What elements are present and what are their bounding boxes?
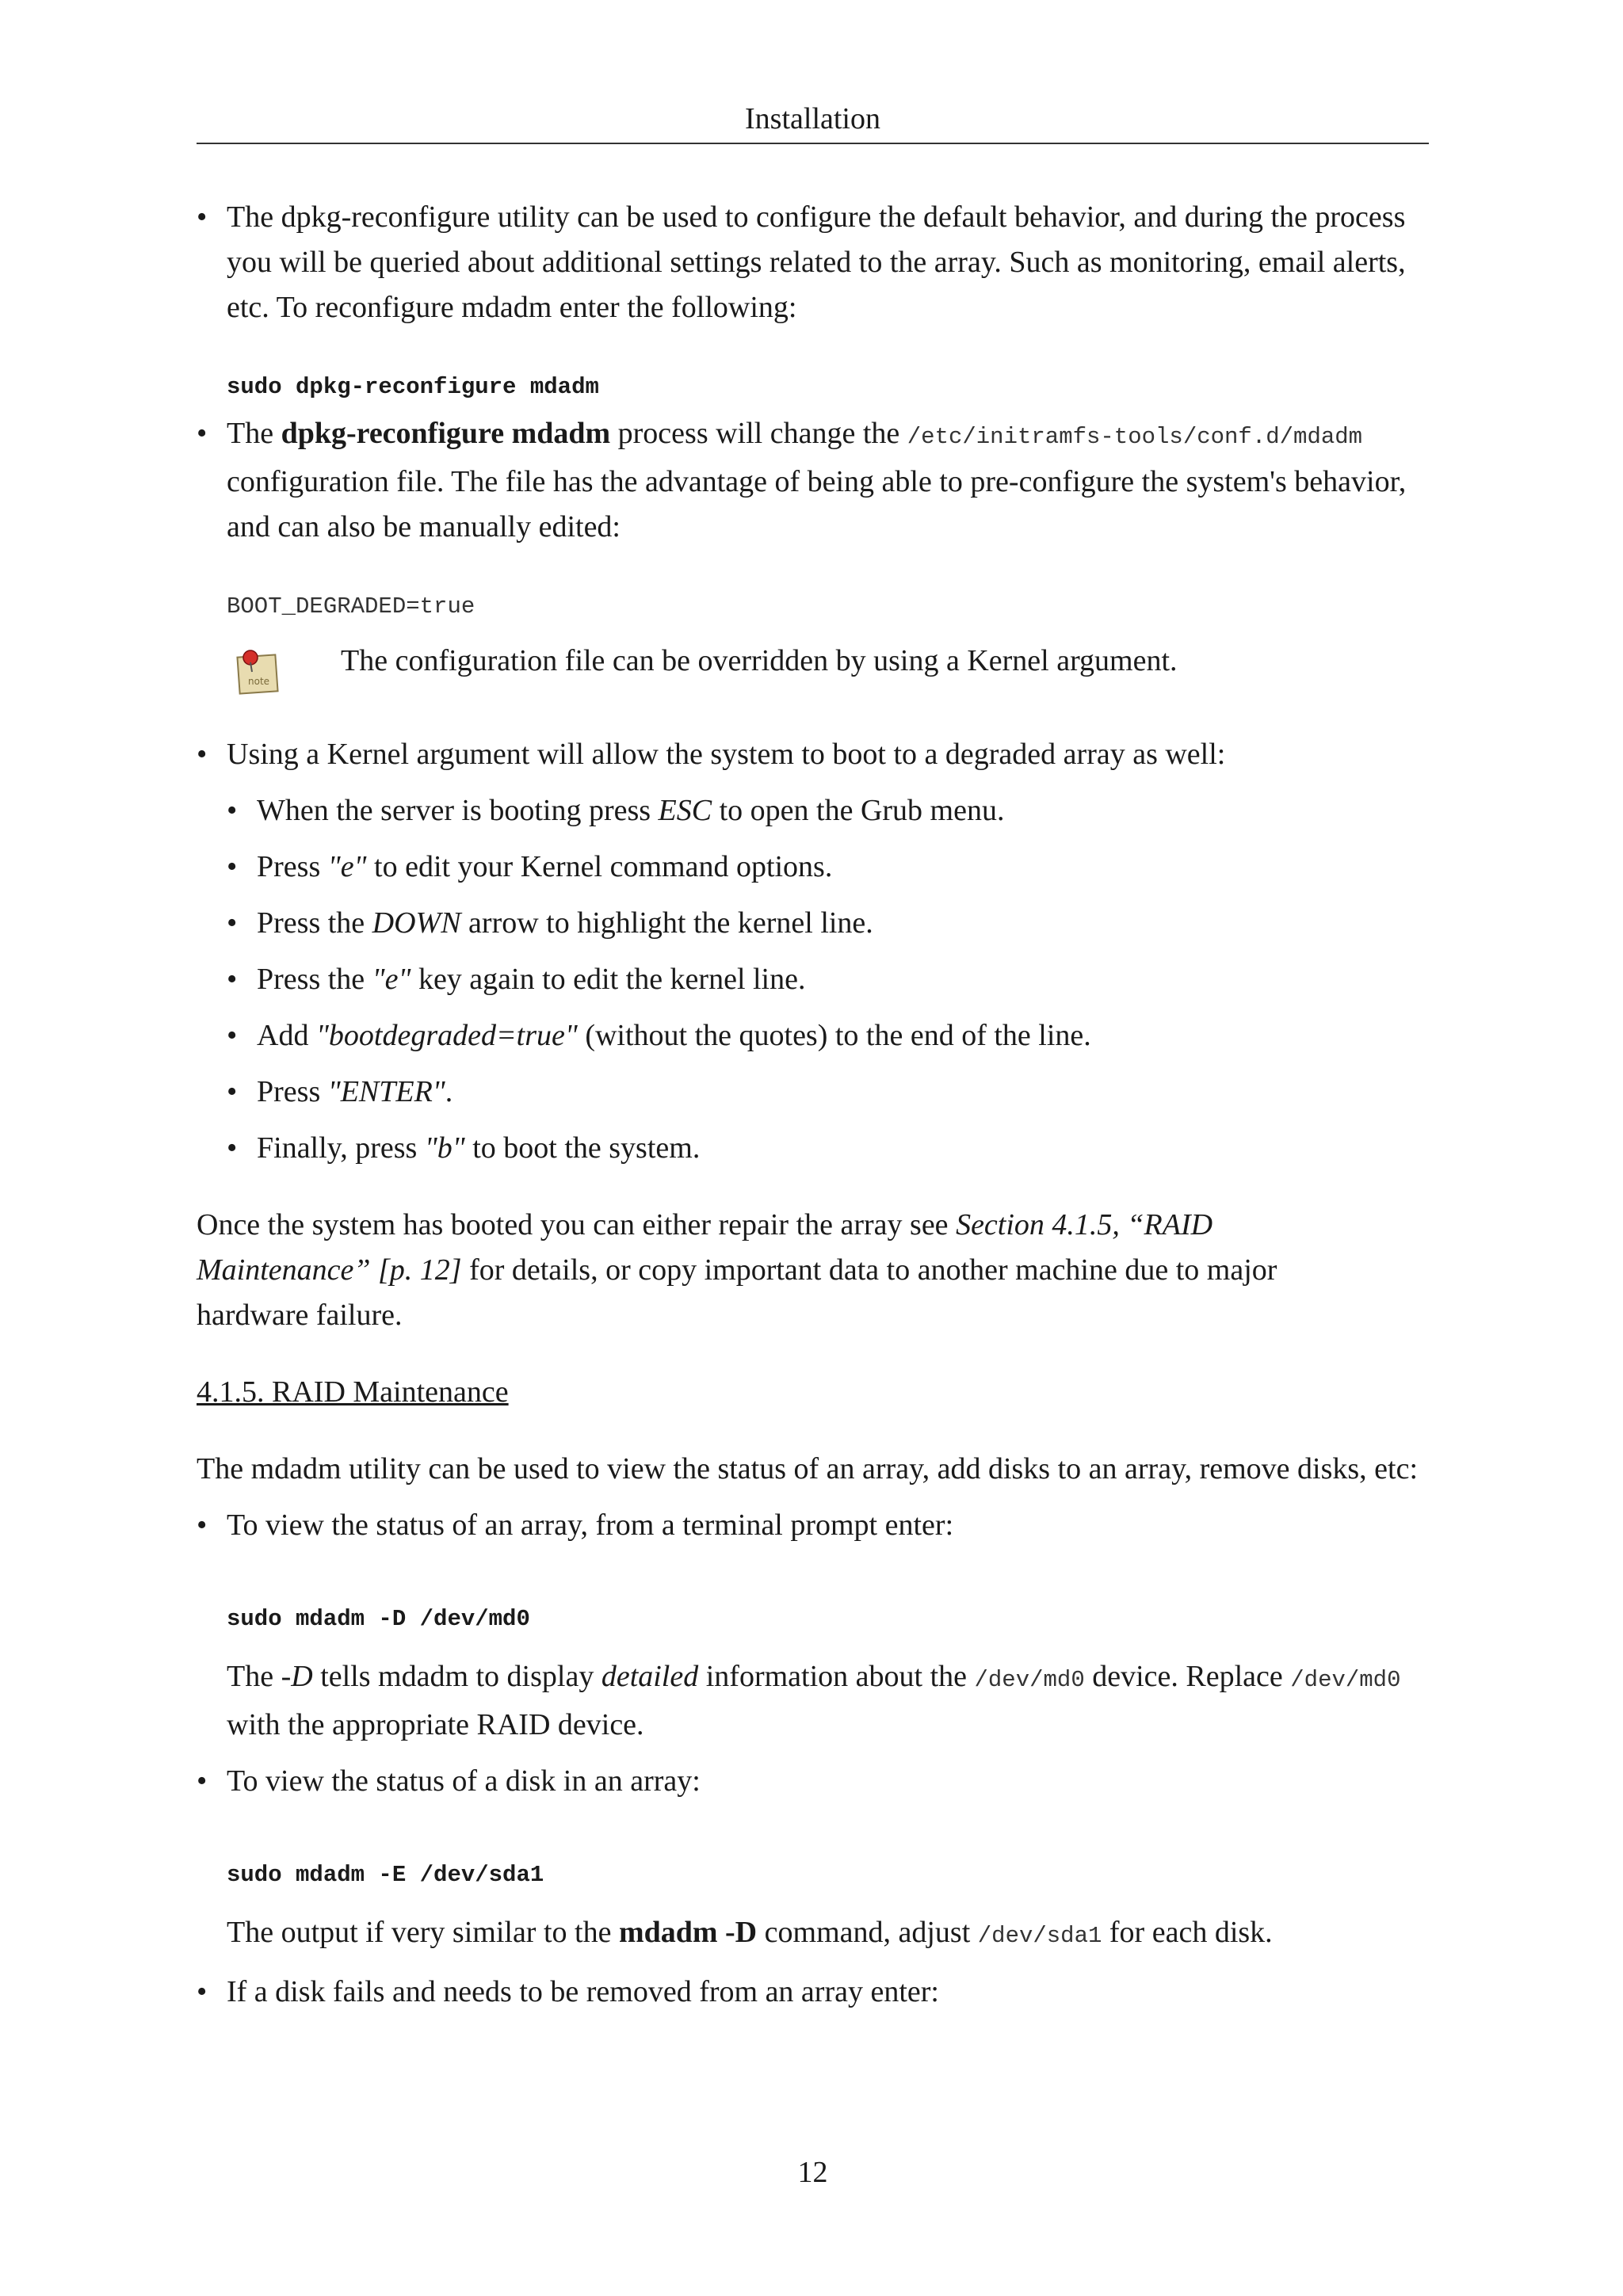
file-path: /dev/sda1 <box>977 1923 1102 1949</box>
text-span: information about the <box>698 1660 975 1693</box>
note-text: The configuration file can be overridden by using a Kernel argument. <box>341 644 1178 677</box>
note-icon-label: note <box>248 676 270 687</box>
page-content <box>197 195 1429 2015</box>
option-flag: -D <box>281 1660 313 1693</box>
text-span: key again to edit the kernel line. <box>411 963 806 996</box>
sub-list-item <box>227 901 1429 946</box>
list-item <box>197 1970 1429 2015</box>
code-line: BOOT_DEGRADED=true <box>227 593 475 620</box>
sub-list-item <box>227 1013 1429 1058</box>
paragraph <box>197 1910 1429 1958</box>
bullet-text: To view the status of a disk in an array: <box>227 1764 701 1798</box>
sub-list-item <box>227 1070 1429 1115</box>
list-item <box>197 732 1429 777</box>
text-span: Once the system has booted you can either repair the array see <box>197 1208 957 1241</box>
page-number: 12 <box>797 2156 828 2189</box>
paragraph <box>197 1654 1429 1748</box>
running-header: Installation <box>745 102 880 135</box>
text-span: Add <box>257 1019 316 1052</box>
text-span: arrow to highlight the kernel line. <box>460 906 873 940</box>
key-name: "b" <box>424 1131 465 1165</box>
section-heading: 4.1.5. RAID Maintenance <box>197 1375 509 1409</box>
list-item <box>197 1503 1429 1548</box>
text-span: The <box>227 1660 281 1693</box>
paragraph <box>197 1203 1282 1338</box>
text-span: Press the <box>257 963 372 996</box>
bullet-text: The dpkg-reconfigure utility can be used to configure the default behavior, and during the process you will be queried about additional settings related to the array. Such as monitoring, email alerts, etc. To reconfigure mdadm enter the following: <box>227 200 1406 324</box>
text-span: device. Replace <box>1084 1660 1291 1693</box>
command-name: mdadm -D <box>618 1916 758 1949</box>
bullet-text: To view the status of an array, from a terminal prompt enter: <box>227 1508 954 1542</box>
text-span: to open the Grub menu. <box>712 794 1005 827</box>
text-span: with the appropriate RAID device. <box>227 1708 644 1741</box>
file-path: /etc/initramfs-tools/conf.d/mdadm <box>907 424 1363 450</box>
text-span: command, adjust <box>757 1916 978 1949</box>
text-span: for each disk. <box>1102 1916 1273 1949</box>
key-name: "e" <box>372 963 411 996</box>
file-path: /dev/md0 <box>1290 1667 1401 1693</box>
list-item <box>197 1759 1429 1804</box>
emphasis: detailed <box>601 1660 699 1693</box>
text-span: Press the <box>257 906 372 940</box>
text-span: Press <box>257 850 328 883</box>
key-name: "ENTER" <box>327 1075 445 1108</box>
note-admonition <box>197 639 1429 702</box>
bullet-text: Using a Kernel argument will allow the system to boot to a degraded array as well: <box>227 738 1226 771</box>
file-path: /dev/md0 <box>974 1667 1085 1693</box>
list-item <box>197 195 1429 330</box>
code-line: sudo dpkg-reconfigure mdadm <box>227 374 599 400</box>
code-line: sudo mdadm -E /dev/sda1 <box>227 1862 544 1888</box>
list-item <box>197 411 1429 550</box>
bullet-text: If a disk fails and needs to be removed from an array enter: <box>227 1975 939 2008</box>
sub-list-item <box>227 957 1429 1002</box>
sub-list-item <box>227 788 1429 833</box>
text-span: process will change the <box>610 417 907 450</box>
text-span: configuration file. The file has the advantage of being able to pre-configure the system's behavior, and can also be manually edited: <box>227 465 1407 543</box>
cross-reference-link[interactable]: Section 4.1.5, “RAID Maintenance” [p. 12] <box>197 1208 1213 1287</box>
sub-list-item <box>227 845 1429 890</box>
text-span: When the server is booting press <box>257 794 659 827</box>
key-name: ESC <box>658 794 712 827</box>
text-span: to edit your Kernel command options. <box>366 850 833 883</box>
text-span: for details, or copy important data to another machine due to major hardware failure. <box>197 1253 1277 1332</box>
paragraph: The mdadm utility can be used to view the status of an array, add disks to an array, remove disks, etc: <box>197 1452 1419 1486</box>
note-icon <box>235 645 282 696</box>
text-span: . <box>445 1075 453 1108</box>
command-name: dpkg-reconfigure mdadm <box>281 417 611 450</box>
sub-list-item <box>227 1126 1429 1171</box>
key-name: "bootdegraded=true" <box>315 1019 578 1052</box>
key-name: "e" <box>327 850 367 883</box>
text-span: The <box>227 417 281 450</box>
text-span: tells mdadm to display <box>312 1660 601 1693</box>
text-span: to boot the system. <box>464 1131 701 1165</box>
text-span: The output if very similar to the <box>227 1916 619 1949</box>
header-rule <box>197 143 1429 144</box>
text-span: Finally, press <box>257 1131 425 1165</box>
text-span: (without the quotes) to the end of the line. <box>577 1019 1091 1052</box>
code-line: sudo mdadm -D /dev/md0 <box>227 1606 530 1632</box>
key-name: DOWN <box>372 906 461 940</box>
text-span: Press <box>257 1075 328 1108</box>
